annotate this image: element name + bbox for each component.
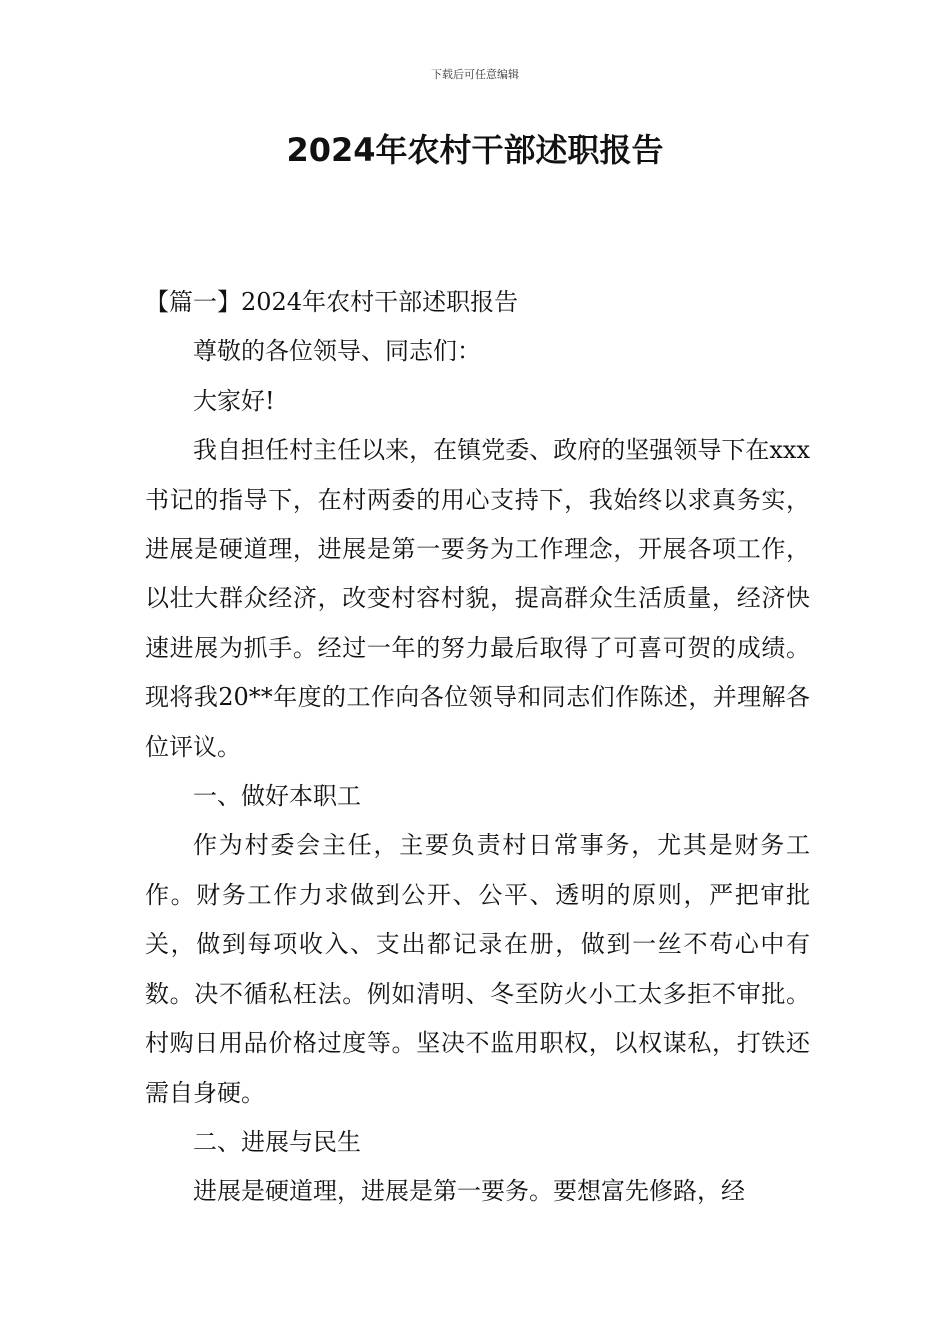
header-note: 下载后可任意编辑 xyxy=(431,68,519,81)
document-title: 2024年农村干部述职报告 xyxy=(286,131,664,169)
duties-paragraph: 作为村委会主任，主要负责村日常事务，尤其是财务工作。财务工作力求做到公开、公平、透明的原则，严把审批关，做到每项收入、支出都记录在册，做到一丝不苟心中有数。决不循私枉法。例如清明、冬至防火小工太多拒不审批。村购日用品价格过度等。坚决不监用职权，以权谋私，打铁还需自身硬。 xyxy=(145,831,810,1107)
intro-paragraph: 我自担任村主任以来，在镇党委、政府的坚强领导下在xxx书记的指导下，在村两委的用心支持下，我始终以求真务实，进展是硬道理，进展是第一要务为工作理念，开展各项工作，以壮大群众经济，改变村容村貌，提高群众生活质量，经济快速进展为抓手。经过一年的努力最后取得了可喜可贺的成绩。现将我20**年度的工作向各位领导和同志们作陈述，并理解各位评议。 xyxy=(145,436,810,761)
subheading-duties: 一、做好本职工 xyxy=(193,782,361,811)
subheading-development: 二、进展与民生 xyxy=(193,1127,361,1156)
section-heading: 【篇一】2024年农村干部述职报告 xyxy=(145,288,519,316)
development-paragraph: 进展是硬道理，进展是第一要务。要想富先修路，经 xyxy=(193,1177,745,1206)
salutation: 尊敬的各位领导、同志们： xyxy=(193,337,481,366)
greeting: 大家好! xyxy=(193,386,275,415)
document-body xyxy=(145,278,810,1217)
